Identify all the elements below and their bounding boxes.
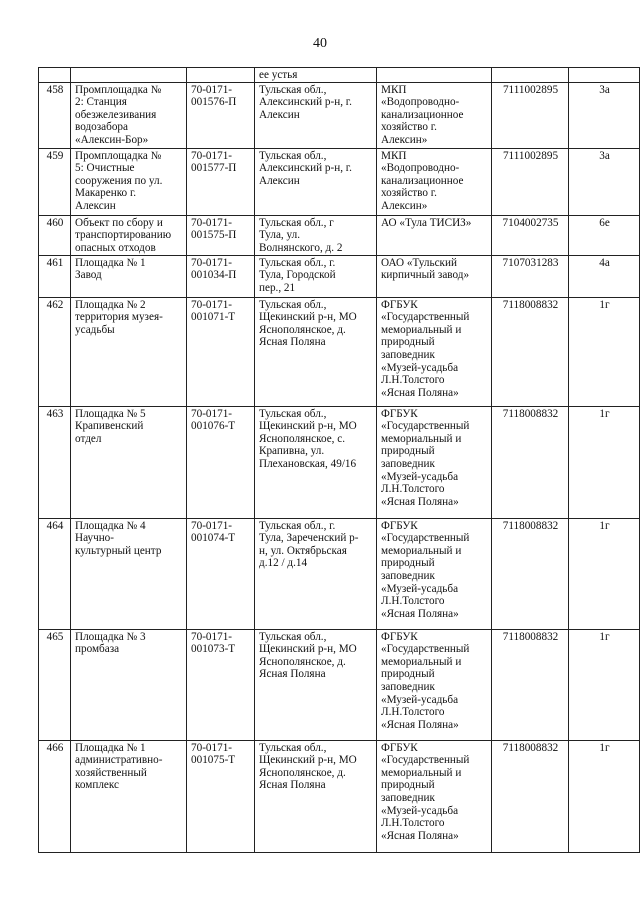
table-row xyxy=(39,255,640,297)
object-code-cell: 70-0171- 001034-П xyxy=(187,255,255,297)
row-number-cell: 466 xyxy=(39,740,71,852)
owner-cell: АО «Тула ТИСИЗ» xyxy=(377,215,492,255)
row-number-cell: 465 xyxy=(39,629,71,740)
address-cell: Тульская обл., г Тула, ул. Волнянского, д. 2 xyxy=(255,215,377,255)
category-cell: 1г xyxy=(569,629,640,740)
address-cell: Тульская обл., Щекинский р-н, МО Яснополянское, д. Ясная Поляна xyxy=(255,629,377,740)
row-number-cell: 464 xyxy=(39,518,71,629)
object-name-cell: Площадка № 1 административно- хозяйственный комплекс xyxy=(71,740,187,852)
table-row xyxy=(39,82,640,148)
table-row xyxy=(39,215,640,255)
table-row xyxy=(39,297,640,406)
address-cell: Тульская обл., Алексинский р-н, г. Алексин xyxy=(255,82,377,148)
address-cell: Тульская обл., г. Тула, Городской пер., 21 xyxy=(255,255,377,297)
row-number-cell xyxy=(39,68,71,83)
object-code-cell: 70-0171- 001076-Т xyxy=(187,406,255,518)
table-row-continuation xyxy=(39,68,640,83)
inn-cell: 7118008832 xyxy=(492,518,569,629)
inn-cell: 7111002895 xyxy=(492,148,569,215)
category-cell: 4а xyxy=(569,255,640,297)
object-name-cell xyxy=(71,68,187,83)
owner-cell: ФГБУК «Государственный мемориальный и природный заповедник «Музей-усадьба Л.Н.Толстого «Ясная Поляна» xyxy=(377,518,492,629)
object-code-cell: 70-0171- 001073-Т xyxy=(187,629,255,740)
row-number-cell: 461 xyxy=(39,255,71,297)
object-name-cell: Промплощадка № 2: Станция обезжелезивания водозабора «Алексин-Бор» xyxy=(71,82,187,148)
object-name-cell: Площадка № 5 Крапивенский отдел xyxy=(71,406,187,518)
object-code-cell: 70-0171- 001575-П xyxy=(187,215,255,255)
owner-cell: ФГБУК «Государственный мемориальный и природный заповедник «Музей-усадьба Л.Н.Толстого «Ясная Поляна» xyxy=(377,629,492,740)
object-name-cell: Объект по сбору и транспортированию опасных отходов xyxy=(71,215,187,255)
inn-cell: 7107031283 xyxy=(492,255,569,297)
table-row xyxy=(39,518,640,629)
row-number-cell: 463 xyxy=(39,406,71,518)
address-cell: Тульская обл., Щекинский р-н, МО Яснополянское, с. Крапивна, ул. Плехановская, 49/16 xyxy=(255,406,377,518)
inn-cell: 7111002895 xyxy=(492,82,569,148)
table-row xyxy=(39,629,640,740)
owner-cell: ОАО «Тульский кирпичный завод» xyxy=(377,255,492,297)
object-name-cell: Промплощадка № 5: Очистные сооружения по ул. Макаренко г. Алексин xyxy=(71,148,187,215)
page-number: 40 xyxy=(313,36,327,51)
table-row xyxy=(39,406,640,518)
address-cell: Тульская обл., Щекинский р-н, МО Яснополянское, д. Ясная Поляна xyxy=(255,740,377,852)
object-code-cell: 70-0171- 001071-Т xyxy=(187,297,255,406)
category-cell: 6е xyxy=(569,215,640,255)
object-name-cell: Площадка № 3 промбаза xyxy=(71,629,187,740)
table-row xyxy=(39,740,640,852)
object-code-cell: 70-0171- 001074-Т xyxy=(187,518,255,629)
address-cell: ее устья xyxy=(255,68,377,83)
row-number-cell: 462 xyxy=(39,297,71,406)
address-cell: Тульская обл., г. Тула, Зареченский р- н, ул. Октябрьская д.12 / д.14 xyxy=(255,518,377,629)
object-name-cell: Площадка № 2 территория музея- усадьбы xyxy=(71,297,187,406)
category-cell: 1г xyxy=(569,406,640,518)
category-cell: 1г xyxy=(569,297,640,406)
inn-cell: 7118008832 xyxy=(492,629,569,740)
category-cell: 1г xyxy=(569,518,640,629)
inn-cell xyxy=(492,68,569,83)
category-cell: 3а xyxy=(569,82,640,148)
inn-cell: 7118008832 xyxy=(492,740,569,852)
table-row xyxy=(39,148,640,215)
object-name-cell: Площадка № 1 Завод xyxy=(71,255,187,297)
object-code-cell: 70-0171- 001075-Т xyxy=(187,740,255,852)
object-code-cell: 70-0171- 001576-П xyxy=(187,82,255,148)
object-code-cell: 70-0171- 001577-П xyxy=(187,148,255,215)
inn-cell: 7118008832 xyxy=(492,406,569,518)
owner-cell: МКП «Водопроводно- канализационное хозяйство г. Алексин» xyxy=(377,148,492,215)
category-cell: 1г xyxy=(569,740,640,852)
owner-cell: ФГБУК «Государственный мемориальный и природный заповедник «Музей-усадьба Л.Н.Толстого «Ясная Поляна» xyxy=(377,297,492,406)
address-cell: Тульская обл., Щекинский р-н, МО Яснополянское, д. Ясная Поляна xyxy=(255,297,377,406)
owner-cell: ФГБУК «Государственный мемориальный и природный заповедник «Музей-усадьба Л.Н.Толстого «Ясная Поляна» xyxy=(377,406,492,518)
inn-cell: 7104002735 xyxy=(492,215,569,255)
category-cell xyxy=(569,68,640,83)
owner-cell: МКП «Водопроводно- канализационное хозяйство г. Алексин» xyxy=(377,82,492,148)
row-number-cell: 460 xyxy=(39,215,71,255)
inn-cell: 7118008832 xyxy=(492,297,569,406)
owner-cell: ФГБУК «Государственный мемориальный и природный заповедник «Музей-усадьба Л.Н.Толстого «Ясная Поляна» xyxy=(377,740,492,852)
category-cell: 3а xyxy=(569,148,640,215)
owner-cell xyxy=(377,68,492,83)
registry-table xyxy=(38,67,640,853)
row-number-cell: 458 xyxy=(39,82,71,148)
object-code-cell xyxy=(187,68,255,83)
row-number-cell: 459 xyxy=(39,148,71,215)
address-cell: Тульская обл., Алексинский р-н, г. Алексин xyxy=(255,148,377,215)
object-name-cell: Площадка № 4 Научно- культурный центр xyxy=(71,518,187,629)
